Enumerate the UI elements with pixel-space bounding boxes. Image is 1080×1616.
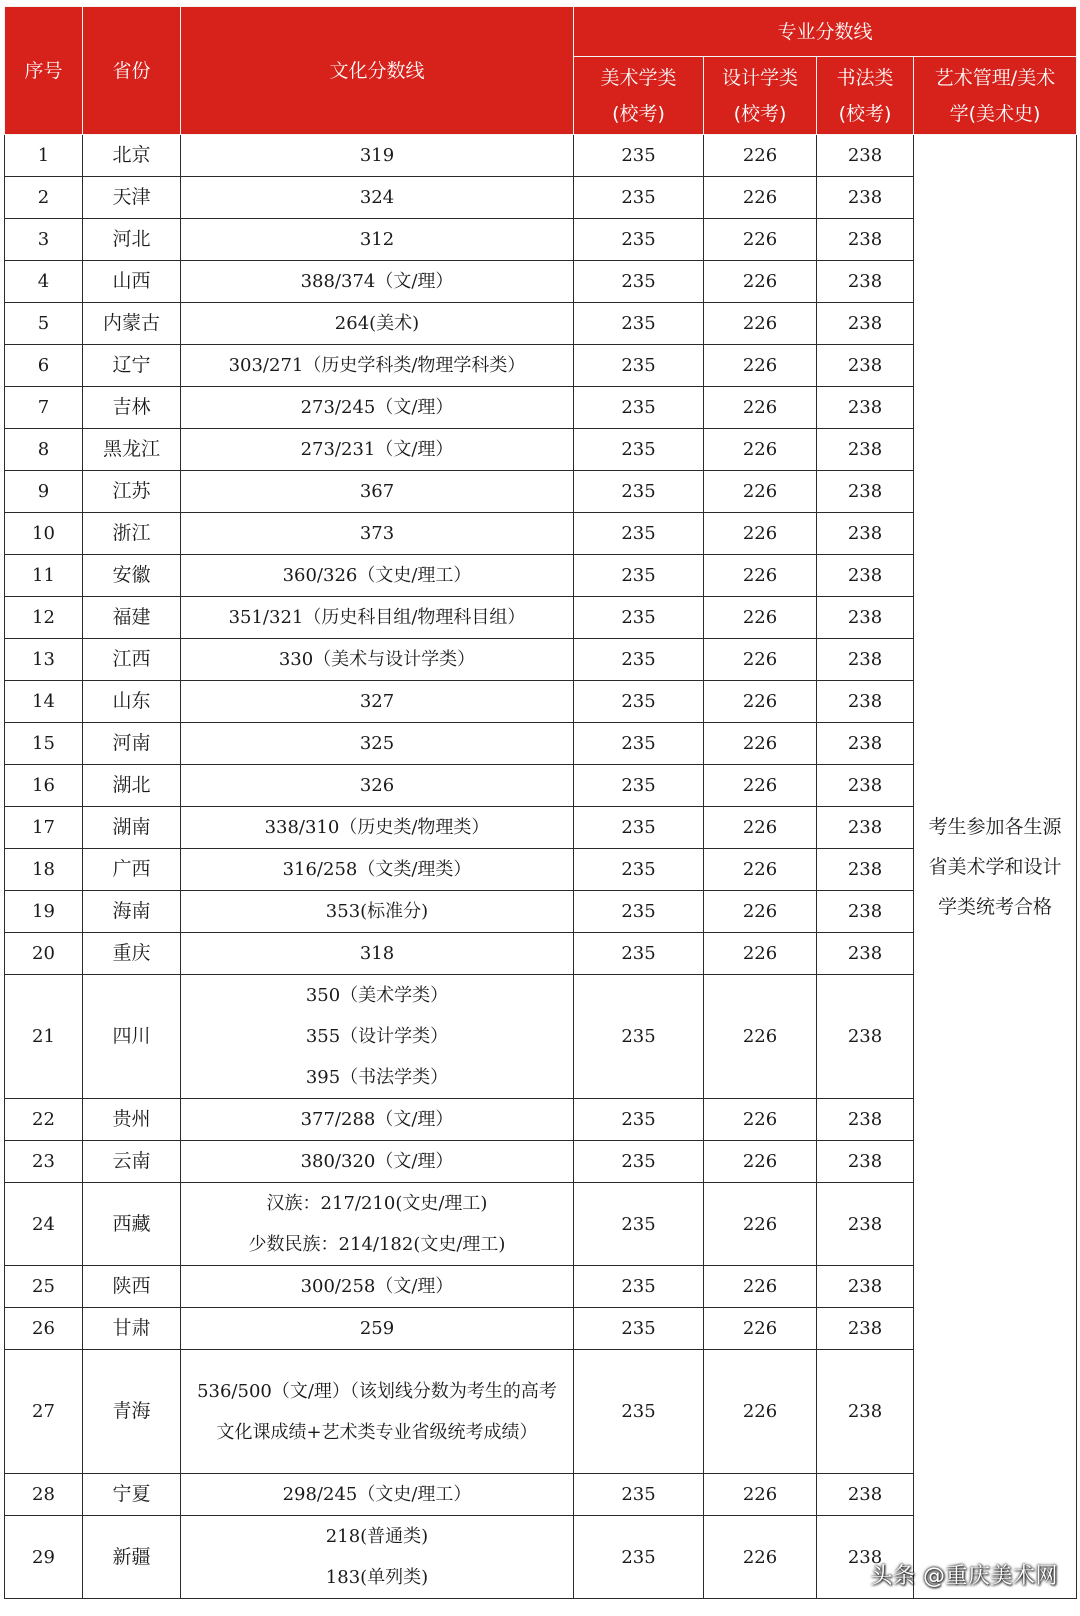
cell-province: 重庆 <box>83 933 181 975</box>
cell-culture <box>181 933 574 975</box>
culture-line: 325 <box>359 733 395 754</box>
cell-design: 226 <box>704 1183 817 1266</box>
cell-culture <box>181 639 574 681</box>
cell-calligraphy: 238 <box>817 387 914 429</box>
cell-art: 235 <box>574 1516 704 1599</box>
cell-index: 12 <box>5 597 83 639</box>
cell-art: 235 <box>574 891 704 933</box>
cell-art: 235 <box>574 1183 704 1266</box>
culture-line: 汉族：217/210(文史/理工) <box>266 1193 488 1214</box>
cell-culture <box>181 849 574 891</box>
cell-province: 山西 <box>83 261 181 303</box>
culture-line: 312 <box>359 229 395 250</box>
header-design-line1: 设计学类 <box>721 66 798 89</box>
cell-calligraphy: 238 <box>817 471 914 513</box>
culture-line: 264(美术) <box>334 313 420 334</box>
culture-line: 少数民族：214/182(文史/理工) <box>248 1234 506 1255</box>
cell-province: 湖南 <box>83 807 181 849</box>
cell-culture <box>181 1099 574 1141</box>
cell-province: 宁夏 <box>83 1474 181 1516</box>
cell-design: 226 <box>704 1308 817 1350</box>
cell-design: 226 <box>704 429 817 471</box>
score-table-sheet <box>4 6 1076 1599</box>
cell-province: 河北 <box>83 219 181 261</box>
cell-culture <box>181 597 574 639</box>
cell-index: 7 <box>5 387 83 429</box>
culture-line: 350（美术学类） <box>305 985 449 1006</box>
cell-art: 235 <box>574 555 704 597</box>
cell-design: 226 <box>704 1099 817 1141</box>
culture-line: 330（美术与设计学类） <box>278 649 476 670</box>
cell-culture <box>181 303 574 345</box>
culture-line: 273/245（文/理） <box>300 397 454 418</box>
cell-calligraphy: 238 <box>817 681 914 723</box>
cell-design: 226 <box>704 387 817 429</box>
cell-culture <box>181 1516 574 1599</box>
header-calligraphy <box>817 57 914 135</box>
cell-art: 235 <box>574 933 704 975</box>
cell-calligraphy: 238 <box>817 1350 914 1474</box>
header-calligraphy-line1: 书法类 <box>836 66 894 89</box>
cell-province: 新疆 <box>83 1516 181 1599</box>
cell-culture <box>181 975 574 1099</box>
cell-province: 江西 <box>83 639 181 681</box>
cell-calligraphy: 238 <box>817 345 914 387</box>
cell-calligraphy: 238 <box>817 1266 914 1308</box>
cell-calligraphy: 238 <box>817 429 914 471</box>
cell-design: 226 <box>704 177 817 219</box>
culture-line: 338/310（历史类/物理类） <box>264 817 490 838</box>
cell-province: 海南 <box>83 891 181 933</box>
cell-culture <box>181 1266 574 1308</box>
cell-culture <box>181 387 574 429</box>
cell-design: 226 <box>704 219 817 261</box>
cell-index: 24 <box>5 1183 83 1266</box>
cell-index: 2 <box>5 177 83 219</box>
cell-design: 226 <box>704 513 817 555</box>
cell-province: 湖北 <box>83 765 181 807</box>
cell-index: 22 <box>5 1099 83 1141</box>
cell-province: 河南 <box>83 723 181 765</box>
cell-art: 235 <box>574 975 704 1099</box>
cell-art: 235 <box>574 261 704 303</box>
header-mgmt-line1: 艺术管理/美术 <box>934 66 1056 89</box>
culture-line: 183(单列类) <box>325 1567 429 1588</box>
cell-province: 天津 <box>83 177 181 219</box>
header-design <box>704 57 817 135</box>
cell-province: 山东 <box>83 681 181 723</box>
cell-calligraphy: 238 <box>817 261 914 303</box>
cell-index: 8 <box>5 429 83 471</box>
cell-index: 29 <box>5 1516 83 1599</box>
cell-design: 226 <box>704 1350 817 1474</box>
cell-index: 17 <box>5 807 83 849</box>
header-professional-group: 专业分数线 <box>574 7 1077 57</box>
cell-art: 235 <box>574 387 704 429</box>
header-province: 省份 <box>83 7 181 135</box>
cell-culture <box>181 1183 574 1266</box>
cell-art: 235 <box>574 1474 704 1516</box>
culture-line: 377/288（文/理） <box>300 1109 454 1130</box>
culture-line: 360/326（文史/理工） <box>282 565 472 586</box>
cell-province: 江苏 <box>83 471 181 513</box>
cell-design: 226 <box>704 471 817 513</box>
cell-design: 226 <box>704 765 817 807</box>
cell-design: 226 <box>704 933 817 975</box>
cell-calligraphy: 238 <box>817 597 914 639</box>
table-header <box>5 7 1077 135</box>
cell-province: 浙江 <box>83 513 181 555</box>
cell-design: 226 <box>704 135 817 177</box>
cell-calligraphy: 238 <box>817 975 914 1099</box>
cell-culture <box>181 723 574 765</box>
cell-design: 226 <box>704 723 817 765</box>
cell-design: 226 <box>704 891 817 933</box>
cell-index: 21 <box>5 975 83 1099</box>
cell-calligraphy: 238 <box>817 639 914 681</box>
cell-design: 226 <box>704 807 817 849</box>
cell-index: 25 <box>5 1266 83 1308</box>
cell-art: 235 <box>574 177 704 219</box>
table-body <box>5 135 1077 1599</box>
cell-art: 235 <box>574 471 704 513</box>
cell-art: 235 <box>574 681 704 723</box>
cell-design: 226 <box>704 1141 817 1183</box>
cell-design: 226 <box>704 555 817 597</box>
cell-art: 235 <box>574 849 704 891</box>
cell-calligraphy: 238 <box>817 1516 914 1599</box>
cell-province: 安徽 <box>83 555 181 597</box>
cell-mgmt-note <box>914 135 1077 1599</box>
table-row <box>5 135 1077 177</box>
header-art <box>574 57 704 135</box>
cell-calligraphy: 238 <box>817 807 914 849</box>
cell-province: 广西 <box>83 849 181 891</box>
cell-province: 黑龙江 <box>83 429 181 471</box>
cell-culture <box>181 765 574 807</box>
cell-culture <box>181 135 574 177</box>
cell-province: 云南 <box>83 1141 181 1183</box>
cell-index: 27 <box>5 1350 83 1474</box>
cell-design: 226 <box>704 303 817 345</box>
cell-art: 235 <box>574 807 704 849</box>
culture-line: 300/258（文/理） <box>300 1276 454 1297</box>
header-culture: 文化分数线 <box>181 7 574 135</box>
cell-art: 235 <box>574 1308 704 1350</box>
watermark: 头条 @重庆美术网 <box>870 1564 1058 1589</box>
cell-calligraphy: 238 <box>817 135 914 177</box>
culture-line: 536/500（文/理）（该划线分数为考生的高考文化课成绩+艺术类专业省级统考成绩） <box>197 1380 557 1443</box>
culture-line: 326 <box>359 775 395 796</box>
culture-line: 319 <box>359 145 395 166</box>
cell-index: 16 <box>5 765 83 807</box>
cell-province: 陕西 <box>83 1266 181 1308</box>
cell-province: 吉林 <box>83 387 181 429</box>
cell-culture <box>181 681 574 723</box>
cell-culture <box>181 177 574 219</box>
cell-calligraphy: 238 <box>817 1308 914 1350</box>
cell-culture <box>181 1141 574 1183</box>
cell-index: 23 <box>5 1141 83 1183</box>
cell-index: 13 <box>5 639 83 681</box>
cell-design: 226 <box>704 261 817 303</box>
cell-calligraphy: 238 <box>817 723 914 765</box>
cell-culture <box>181 471 574 513</box>
culture-line: 367 <box>359 481 395 502</box>
culture-line: 395（书法学类） <box>305 1067 449 1088</box>
cell-index: 9 <box>5 471 83 513</box>
cell-culture <box>181 1308 574 1350</box>
culture-line: 303/271（历史学科类/物理学科类） <box>228 355 526 376</box>
cell-calligraphy: 238 <box>817 513 914 555</box>
cell-calligraphy: 238 <box>817 177 914 219</box>
cell-calligraphy: 238 <box>817 1183 914 1266</box>
cell-design: 226 <box>704 849 817 891</box>
cell-calligraphy: 238 <box>817 849 914 891</box>
cell-art: 235 <box>574 429 704 471</box>
header-mgmt-line2: 学(美术史) <box>949 102 1041 125</box>
culture-line: 355（设计学类） <box>305 1026 449 1047</box>
cell-art: 235 <box>574 1350 704 1474</box>
score-table <box>4 6 1077 1599</box>
cell-culture <box>181 513 574 555</box>
cell-calligraphy: 238 <box>817 933 914 975</box>
cell-index: 6 <box>5 345 83 387</box>
cell-culture <box>181 807 574 849</box>
cell-art: 235 <box>574 723 704 765</box>
culture-line: 380/320（文/理） <box>300 1151 454 1172</box>
cell-calligraphy: 238 <box>817 555 914 597</box>
header-mgmt <box>914 57 1077 135</box>
culture-line: 324 <box>359 187 395 208</box>
cell-calligraphy: 238 <box>817 303 914 345</box>
cell-design: 226 <box>704 975 817 1099</box>
cell-art: 235 <box>574 513 704 555</box>
cell-calligraphy: 238 <box>817 765 914 807</box>
cell-calligraphy: 238 <box>817 219 914 261</box>
cell-art: 235 <box>574 303 704 345</box>
cell-province: 贵州 <box>83 1099 181 1141</box>
culture-line: 318 <box>359 943 395 964</box>
cell-design: 226 <box>704 681 817 723</box>
cell-province: 辽宁 <box>83 345 181 387</box>
culture-line: 316/258（文类/理类） <box>282 859 472 880</box>
culture-line: 218(普通类) <box>325 1526 429 1547</box>
cell-culture <box>181 261 574 303</box>
cell-index: 3 <box>5 219 83 261</box>
cell-index: 26 <box>5 1308 83 1350</box>
cell-art: 235 <box>574 345 704 387</box>
cell-index: 18 <box>5 849 83 891</box>
header-calligraphy-line2: (校考) <box>838 102 892 125</box>
cell-culture <box>181 1350 574 1474</box>
cell-index: 4 <box>5 261 83 303</box>
cell-index: 28 <box>5 1474 83 1516</box>
header-design-line2: (校考) <box>733 102 787 125</box>
cell-culture <box>181 891 574 933</box>
cell-culture <box>181 555 574 597</box>
cell-design: 226 <box>704 1266 817 1308</box>
cell-calligraphy: 238 <box>817 1099 914 1141</box>
header-art-line1: 美术学类 <box>600 66 677 89</box>
mgmt-note-text: 考生参加各生源省美术学和设计学类统考合格 <box>928 815 1062 918</box>
cell-calligraphy: 238 <box>817 1474 914 1516</box>
cell-index: 14 <box>5 681 83 723</box>
cell-design: 226 <box>704 639 817 681</box>
cell-calligraphy: 238 <box>817 1141 914 1183</box>
culture-line: 327 <box>359 691 395 712</box>
cell-province: 甘肃 <box>83 1308 181 1350</box>
cell-art: 235 <box>574 597 704 639</box>
culture-line: 273/231（文/理） <box>300 439 454 460</box>
cell-index: 15 <box>5 723 83 765</box>
culture-line: 388/374（文/理） <box>300 271 454 292</box>
cell-design: 226 <box>704 1516 817 1599</box>
culture-line: 298/245（文史/理工） <box>282 1484 472 1505</box>
cell-art: 235 <box>574 1099 704 1141</box>
cell-province: 青海 <box>83 1350 181 1474</box>
cell-index: 5 <box>5 303 83 345</box>
cell-province: 北京 <box>83 135 181 177</box>
cell-culture <box>181 429 574 471</box>
cell-index: 10 <box>5 513 83 555</box>
cell-art: 235 <box>574 1266 704 1308</box>
cell-culture <box>181 219 574 261</box>
cell-design: 226 <box>704 1474 817 1516</box>
cell-index: 20 <box>5 933 83 975</box>
cell-index: 19 <box>5 891 83 933</box>
cell-culture <box>181 345 574 387</box>
cell-province: 福建 <box>83 597 181 639</box>
cell-calligraphy: 238 <box>817 891 914 933</box>
cell-design: 226 <box>704 345 817 387</box>
culture-line: 353(标准分) <box>325 901 429 922</box>
cell-art: 235 <box>574 1141 704 1183</box>
culture-line: 351/321（历史科目组/物理科目组） <box>228 607 526 628</box>
culture-line: 373 <box>359 523 395 544</box>
header-index: 序号 <box>5 7 83 135</box>
cell-design: 226 <box>704 597 817 639</box>
cell-art: 235 <box>574 765 704 807</box>
cell-art: 235 <box>574 219 704 261</box>
cell-art: 235 <box>574 135 704 177</box>
culture-line: 259 <box>359 1318 395 1339</box>
header-art-line2: (校考) <box>612 102 665 125</box>
cell-index: 1 <box>5 135 83 177</box>
cell-culture <box>181 1474 574 1516</box>
cell-province: 内蒙古 <box>83 303 181 345</box>
cell-province: 西藏 <box>83 1183 181 1266</box>
cell-province: 四川 <box>83 975 181 1099</box>
cell-index: 11 <box>5 555 83 597</box>
cell-art: 235 <box>574 639 704 681</box>
